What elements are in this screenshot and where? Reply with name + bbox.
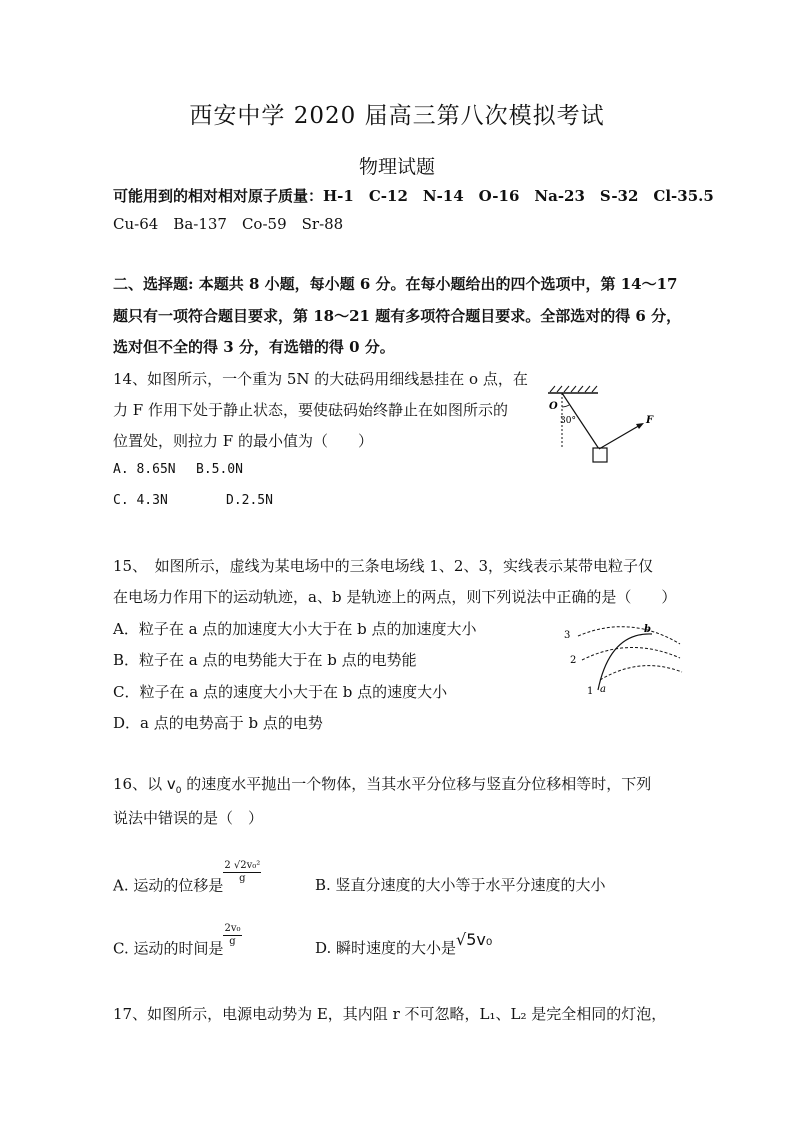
q14-option-b: B.5.0N — [196, 462, 243, 477]
fraction-numerator: 2 √2v₀² — [224, 860, 261, 871]
q15-stem-line-2: 在电场力作用下的运动轨迹，a、b 是轨迹上的两点，则下列说法中正确的是（ ） — [113, 588, 677, 606]
q15-option-c: C．粒子在 a 点的速度大小大于在 b 点的速度大小 — [113, 683, 448, 701]
section-instructions-line-3: 选对但不全的得 3 分，有选错的得 0 分。 — [113, 338, 395, 356]
section-instructions-line-2: 题只有一项符合题目要求，第 18～21 题有多项符合题目要求。全部选对的得 6 分， — [113, 307, 682, 325]
point-a-label: a — [600, 684, 606, 695]
fraction-denominator: g — [239, 873, 246, 884]
q16-option-a-fraction — [223, 860, 261, 885]
q14-option-c: C. 4.3N — [113, 493, 168, 508]
q16-option-a — [113, 860, 261, 899]
q16-option-a-text: A. 运动的位移是 — [113, 876, 224, 895]
q16-stem-line-1 — [113, 773, 651, 796]
q14-stem-line-3: 位置处，则拉力 F 的最小值为（ ） — [113, 432, 373, 450]
q14-stem-line-1: 14、如图所示，一个重为 5N 的大砝码用细线悬挂在 o 点，在 — [113, 370, 528, 388]
q14-option-d: D.2.5N — [226, 493, 273, 508]
q17-stem-line-1: 17、如图所示，电源电动势为 E，其内阻 r 不可忽略，L₁、L₂ 是完全相同的灯泡， — [113, 1005, 667, 1023]
line-2-label: 2 — [570, 655, 577, 666]
ceiling-hatch — [550, 386, 597, 392]
q16-v0 — [166, 775, 182, 796]
q16-option-d-text: D. 瞬时速度的大小是 — [315, 939, 457, 957]
q16-option-d — [315, 930, 493, 958]
q16-option-b: B. 竖直分速度的大小等于水平分速度的大小 — [315, 876, 606, 894]
line-1-label: 1 — [587, 686, 594, 697]
q15-option-a: A．粒子在 a 点的加速度大小大于在 b 点的加速度大小 — [113, 620, 477, 638]
field-line-1 — [600, 666, 682, 680]
q14-stem-line-2: 力 F 作用下处于静止状态，要使砝码始终静止在如图所示的 — [113, 401, 508, 419]
field-line-2 — [582, 647, 680, 660]
force-arrowhead — [636, 423, 644, 429]
q16-v0-symbol: v — [166, 775, 176, 793]
q16-option-c-text: C. 运动的时间是 — [113, 939, 224, 958]
point-o-label: O — [549, 401, 558, 412]
line-3-label: 3 — [564, 630, 571, 641]
section-instructions-line-1: 二、选择题: 本题共 8 小题，每小题 6 分。在每小题给出的四个选项中，第 14～17 — [113, 275, 678, 293]
weight-block — [593, 448, 607, 462]
q14-option-a: A. 8.65N — [113, 462, 176, 477]
q16-option-c — [113, 923, 242, 962]
point-b-label: b — [644, 624, 651, 635]
q15-option-b: B．粒子在 a 点的电势能大于在 b 点的电势能 — [113, 651, 417, 669]
q16-stem-suffix: 的速度水平抛出一个物体，当其水平分位移与竖直分位移相等时，下列 — [181, 775, 652, 793]
subject-title: 物理试题 — [358, 156, 435, 178]
particle-trajectory — [598, 634, 652, 690]
field-line-3 — [578, 627, 680, 644]
q15-option-d: D．a 点的电势高于 b 点的电势 — [113, 714, 323, 732]
angle-arc — [562, 405, 569, 407]
force-f-label: F — [646, 415, 654, 426]
q16-option-c-fraction — [223, 923, 241, 948]
q15-stem-line-1: 15、 如图所示，虚线为某电场中的三条电场线 1、2、3，实线表示某带电粒子仅 — [113, 557, 653, 575]
q16-stem-prefix: 16、以 — [113, 775, 167, 793]
fraction-numerator: 2v₀ — [224, 923, 241, 934]
q16-option-d-value: √5v₀ — [456, 930, 493, 949]
atomic-mass-line-1: 可能用到的相对相对原子质量：H-1 C-12 N-14 O-16 Na-23 S-32 Cl-35.5 — [113, 187, 714, 205]
fraction-denominator: g — [229, 936, 236, 947]
exam-title: 西安中学 2020 届高三第八次模拟考试 — [189, 103, 605, 129]
q14-figure — [540, 385, 670, 470]
atomic-mass-line-2: Cu-64 Ba-137 Co-59 Sr-88 — [113, 215, 344, 233]
q16-v0-subscript: 0 — [175, 786, 182, 796]
q15-figure — [560, 618, 685, 698]
angle-label: 30° — [560, 416, 576, 426]
q16-stem-line-2: 说法中错误的是（ ） — [113, 809, 264, 827]
force-line — [599, 424, 642, 449]
